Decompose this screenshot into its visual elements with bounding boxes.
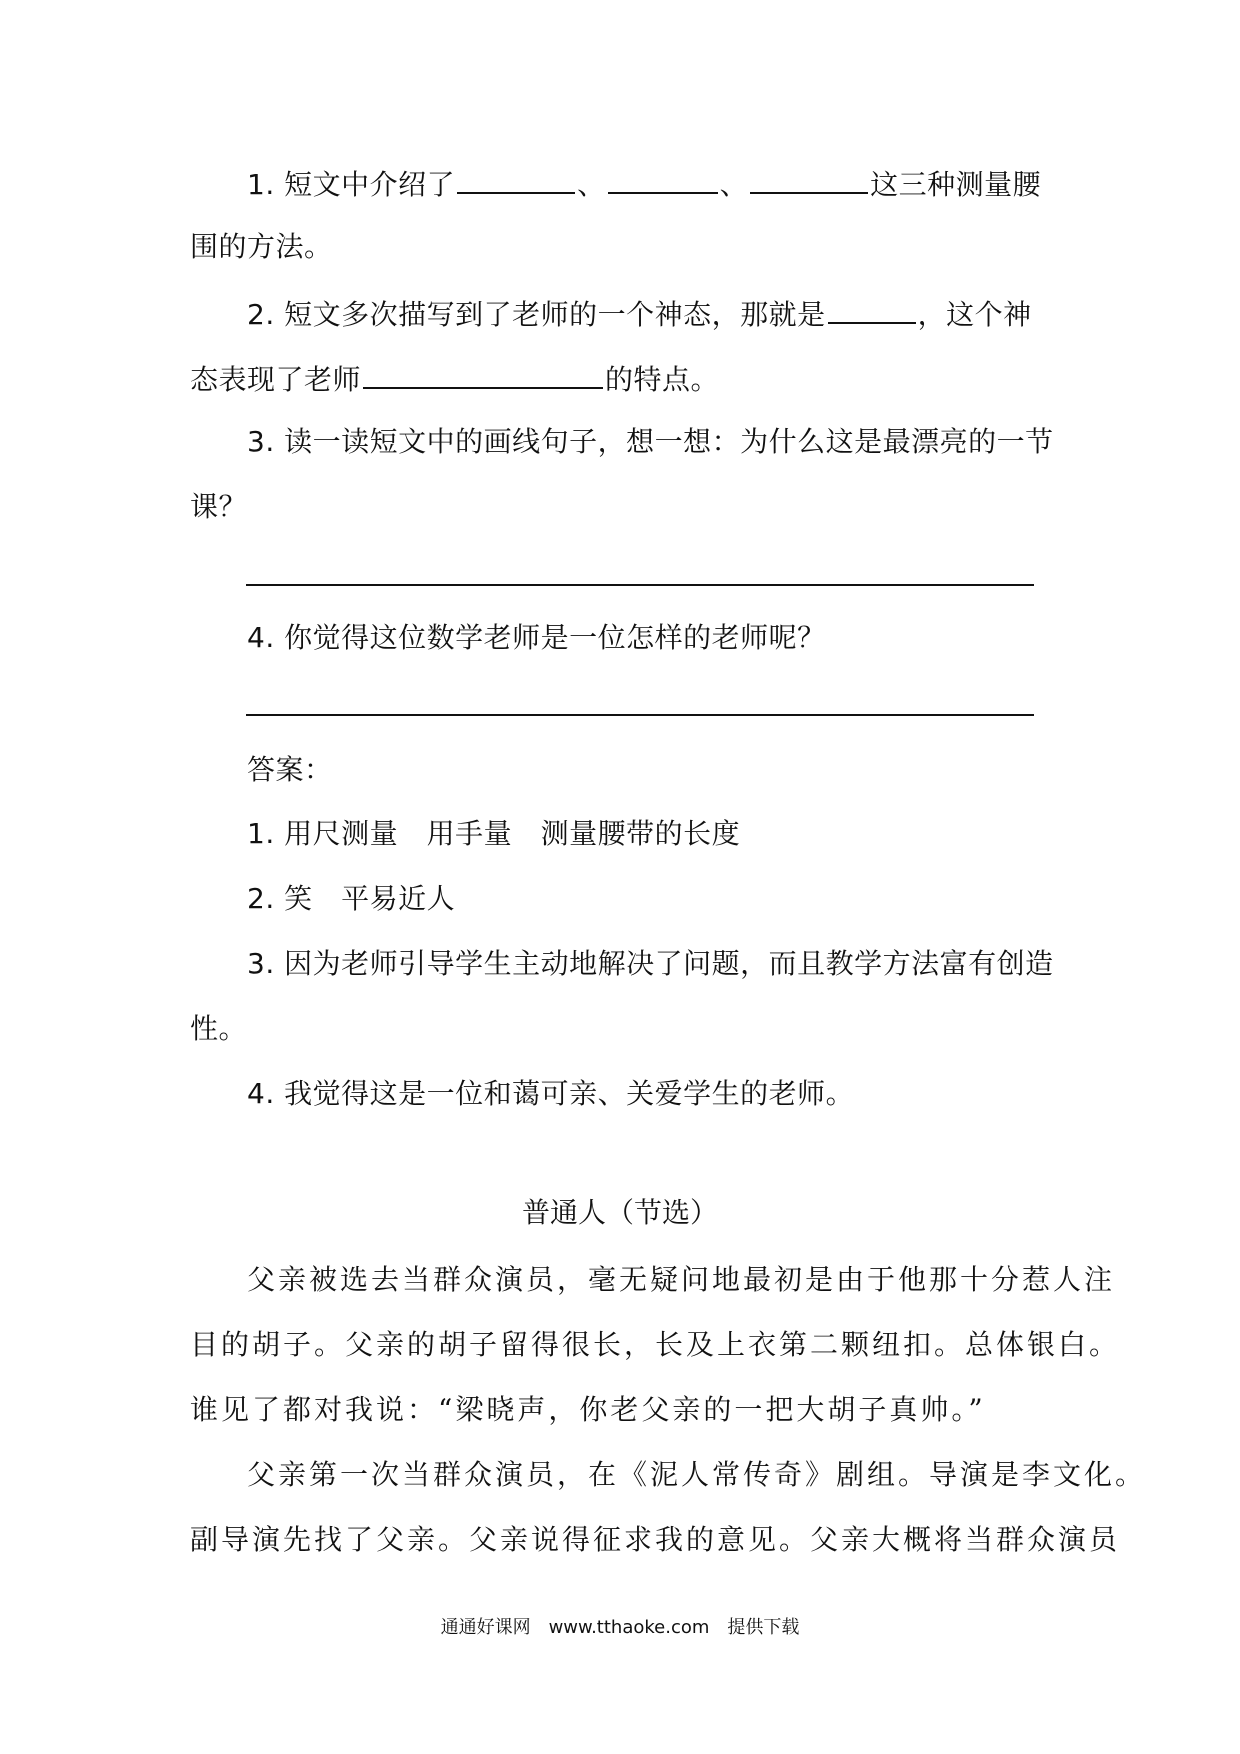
passage-title: 普通人（节选） [521,1196,718,1229]
answer-3-line-2: 性。 [190,1012,248,1045]
question-2-text-end: 的特点。 [605,363,720,396]
answer-3-line-1: 3. 因为老师引导学生主动地解决了问题，而且教学方法富有创造 [247,947,1054,980]
answer-blank[interactable] [828,292,916,324]
question-1-text-cont: 这三种测量腰 [870,168,1042,201]
question-1-text: 1. 短文中介绍了 [247,168,456,201]
question-2-text: 2. 短文多次描写到了老师的一个神态，那就是 [247,298,826,331]
answer-blank[interactable] [457,162,575,194]
answer-blank[interactable] [608,162,718,194]
passage-p1-line-3: 谁见了都对我说：“梁晓声，你老父亲的一把大胡子真帅。” [190,1393,986,1426]
question-2-line-2 [190,357,719,400]
answer-4: 4. 我觉得这是一位和蔼可亲、关爱学生的老师。 [247,1077,855,1110]
footer-watermark: 通通好课网 www.tthaoke.com 提供下载 [440,1617,800,1638]
question-4-line: 4. 你觉得这位数学老师是一位怎样的老师呢？ [247,621,826,654]
question-2-line-1 [247,292,1032,335]
question-2-text-line2: 态表现了老师 [190,363,362,396]
answer-blank[interactable] [750,162,868,194]
passage-p1-line-1: 父亲被选去当群众演员，毫无疑问地最初是由于他那十分惹人注 [247,1263,1116,1296]
passage-p2-line-2: 副导演先找了父亲。父亲说得征求我的意见。父亲大概将当群众演员 [190,1523,1121,1556]
question-1-line-1 [247,162,1041,205]
question-2-text-cont: ，这个神 [917,298,1032,331]
passage-p1-line-2: 目的胡子。父亲的胡子留得很长，长及上衣第二颗纽扣。总体银白。 [190,1328,1121,1361]
answers-heading: 答案： [247,753,333,786]
question-3-line-1: 3. 读一读短文中的画线句子，想一想：为什么这是最漂亮的一节 [247,425,1054,458]
answer-line[interactable] [246,584,1034,586]
question-3-line-2: 课？ [190,490,248,523]
question-1-line-2: 围的方法。 [190,230,333,263]
answer-2: 2. 笑 平易近人 [247,882,456,915]
passage-p2-line-1: 父亲第一次当群众演员，在《泥人常传奇》剧组。导演是李文化。 [247,1458,1147,1491]
answer-blank[interactable] [363,357,603,389]
answer-1: 1. 用尺测量 用手量 测量腰带的长度 [247,817,741,850]
separator: 、 [577,168,606,201]
answer-line[interactable] [246,714,1034,716]
separator: 、 [719,168,749,201]
